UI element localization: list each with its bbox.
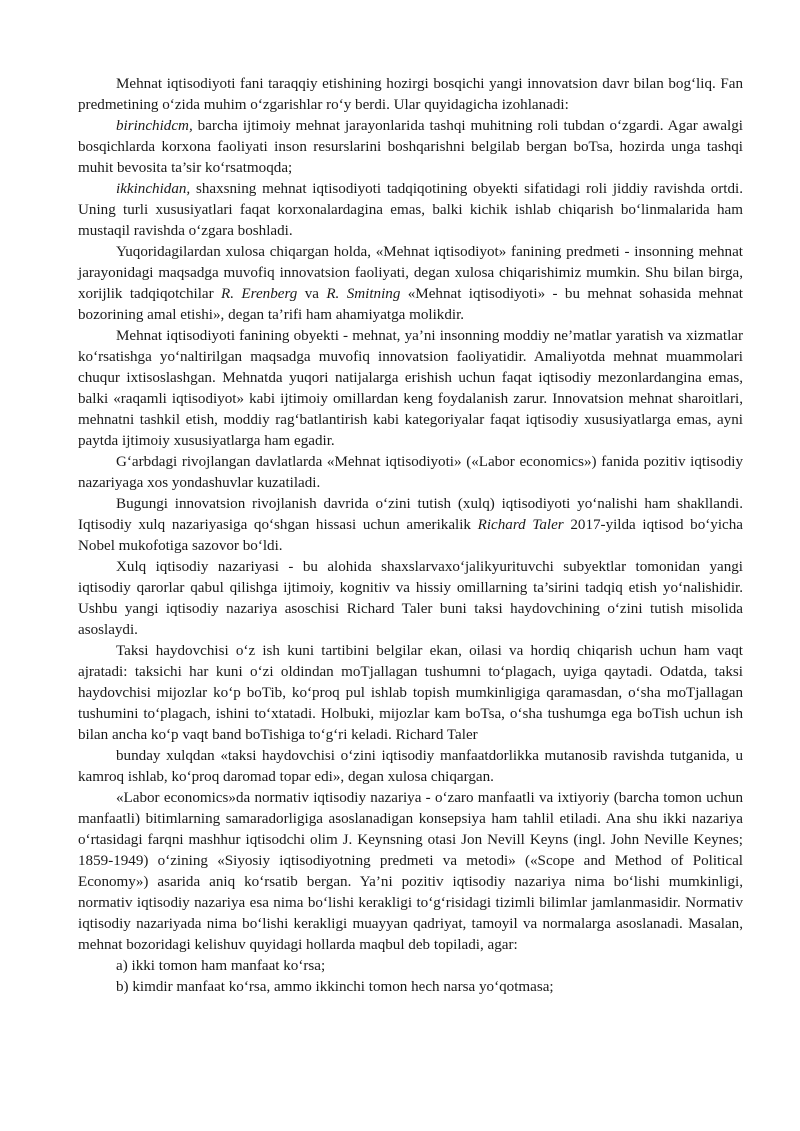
text-span: Taksi haydovchisi o‘z ish kuni tartibini belgilar ekan, oilasi va hordiq chiqarish uchun ham vaqt ajratadi: taksichi har kuni o‘zi oldindan moTjallagan tushumni to‘plagach, uyiga qaytadi. Odatda, taksi haydovchisi mijozlar ko‘p boTib, ko‘proq pul ishlab topish mumkinligiga qaramasdan, o‘sha moTjallagan tushumini to‘plagach, ishini to‘xtatadi. Holbuki, mijozlar kam boTsa, o‘sha tushumga ega boTish uchun ish bilan ancha ko‘p vaqt band boTishiga to‘g‘ri keladi. Richard Taler xyxy=(78,643,743,743)
text-span: G‘arbdagi rivojlangan davlatlarda «Mehnat iqtisodiyoti» («Labor economics») fanida pozitiv iqtisodiy nazariyaga xos yondashuvlar kuzatiladi. xyxy=(78,454,743,491)
italic-author: Richard Taler xyxy=(477,517,564,533)
paragraph-behavioral-theory xyxy=(78,557,743,641)
text-span: 2017-yilda iqtisod bo‘yicha Nobel mukofotiga sazovor bo‘ldi. xyxy=(78,517,743,554)
text-span: shaxsning mehnat iqtisodiyoti tadqiqotining obyekti sifatidagi roli jiddiy ravishda ortdi. Uning turli xususiyatlari faqat korxonalardagina emas, balki kichik ishlab chiqarish bo‘linmalarida ham mustaqil ravishda o‘zgara boshladi. xyxy=(78,181,743,239)
paragraph-firstly xyxy=(78,116,743,179)
text-span: Mehnat iqtisodiyoti fanining obyekti - mehnat, ya’ni insonning moddiy ne’matlar yaratish va xizmatlar ko‘rsatishga yo‘naltirilgan maqsadga muvofiq innovatsion faoliyatidir. Amaliyotda mehnat muammolari chuqur ixtisoslashgan. Mehnatda yuqori natijalarga erishish uchun faqat iqtisodiy mezonlardangina emas, balki «raqamli iqtisodiyot» kabi ijtimoiy omillardan keng foydalanish zarur. Innovatsion mehnat sharoitlari, mehnatni tashkil etish, moddiy rag‘batlantirish kabi kategoriyalar faqat iqtisodiy xususiyatlarga emas, ayni paytda ijtimoiy xususiyatlarga ham egadir. xyxy=(78,328,743,449)
paragraph-west xyxy=(78,452,743,494)
paragraph-object xyxy=(78,326,743,452)
text-span: bunday xulqdan «taksi haydovchisi o‘zini iqtisodiy manfaatdorlikka mutanosib ravishda tutganida, u kamroq ishlab, ko‘proq daromad topar edi», degan xulosa chiqargan. xyxy=(78,748,743,785)
paragraph-subject-definition xyxy=(78,242,743,326)
paragraph-intro xyxy=(78,74,743,116)
text-span: b) kimdir manfaat ko‘rsa, ammo ikkinchi tomon hech narsa yo‘qotmasa; xyxy=(116,979,554,995)
text-span: Xulq iqtisodiy nazariyasi - bu alohida shaxslarvaxo‘jalikyurituvchi subyektlar tomonidan yangi iqtisodiy qarorlar qabul qilishga ijtimoiy, kognitiv va hissiy omillarning ta’sirini tadqiq etish yo‘nalishidir. Ushbu yangi iqtisodiy nazariya asoschisi Richard Taler buni taksi haydovchining o‘zini tutish misolida asoslaydi. xyxy=(78,559,743,638)
italic-term: ikkinchidan, xyxy=(116,181,191,197)
paragraph-taxi-driver xyxy=(78,641,743,746)
text-span: Bugungi innovatsion rivojlanish davrida o‘zini tutish (xulq) iqtisodiyoti yo‘nalishi ham shakllandi. Iqtisodiy xulq nazariyasiga qo‘shgan hissasi uchun amerikalik xyxy=(78,496,743,533)
italic-author: R. Erenberg xyxy=(221,286,298,302)
list-item-a xyxy=(78,956,743,977)
paragraph-normative xyxy=(78,788,743,956)
list-item-b xyxy=(78,977,743,998)
text-span: barcha ijtimoiy mehnat jarayonlarida tashqi muhitning roli tubdan o‘zgardi. Agar awalgi bosqichlarda korxona faoliyati inson resurslarini boshqarishni belgilab bergan boTsa, hozirda unga tashqi muhit bevosita ta’sir ko‘rsatmoqda; xyxy=(78,118,743,176)
text-span: «Labor economics»da normativ iqtisodiy nazariya - o‘zaro manfaatli va ixtiyoriy (barcha tomon uchun manfaatli) bitimlarning samaradorligiga asoslanadigan konsepsiya ham tahlil etiladi. Ana shu ikki nazariya o‘rtasidagi farqni mashhur iqtisodchi olim J. Keynsning otasi Jon Nevill Keyns (ingl. John Neville Keynes; 1859-1949) o‘zining «Siyosiy iqtisodiyotning predmeti va metodi» («Scope and Method of Political Economy») asarida aniq ko‘rsatib bergan. Ya’ni pozitiv iqtisodiy nazariya nima bo‘lishi mumkinligi, normativ iqtisodiy nazariya esa nima bo‘lishi kerakligi to‘g‘risidagi tizimli bilimlar jamlanmasidir. Normativ iqtisodiy nazariyada nima bo‘lishi kerakligi muayyan qadriyat, tamoyil va normalarga asoslanadi. Masalan, mehnat bozoridagi kelishuv quyidagi hollarda maqbul deb topiladi, agar: xyxy=(78,790,743,953)
italic-author: R. Smitning xyxy=(326,286,401,302)
paragraph-secondly xyxy=(78,179,743,242)
text-span: Mehnat iqtisodiyoti fani taraqqiy etishining hozirgi bosqichi yangi innovatsion davr bilan bog‘liq. Fan predmetining o‘zida muhim o‘zgarishlar ro‘y berdi. Ular quyidagicha izohlanadi: xyxy=(78,76,743,113)
paragraph-behavioral xyxy=(78,494,743,557)
text-span: Yuqoridagilardan xulosa chiqargan holda, «Mehnat iqtisodiyot» fanining predmeti - insonning mehnat jarayonidagi maqsadga muvofiq innovatsion faoliyati, degan xulosa chiqarishimiz mumkin. Shu bilan birga, xorijlik tadqiqotchilar xyxy=(78,244,743,302)
text-span: «Mehnat iqtisodiyoti» - bu mehnat sohasida mehnat bozorining amal etishi», degan ta’rifi ham ahamiyatga molikdir. xyxy=(78,286,743,323)
document-page xyxy=(78,74,743,998)
italic-term: birinchidcm, xyxy=(116,118,193,134)
paragraph-taxi-conclusion xyxy=(78,746,743,788)
text-span: a) ikki tomon ham manfaat ko‘rsa; xyxy=(116,958,326,974)
text-span: va xyxy=(297,286,327,302)
